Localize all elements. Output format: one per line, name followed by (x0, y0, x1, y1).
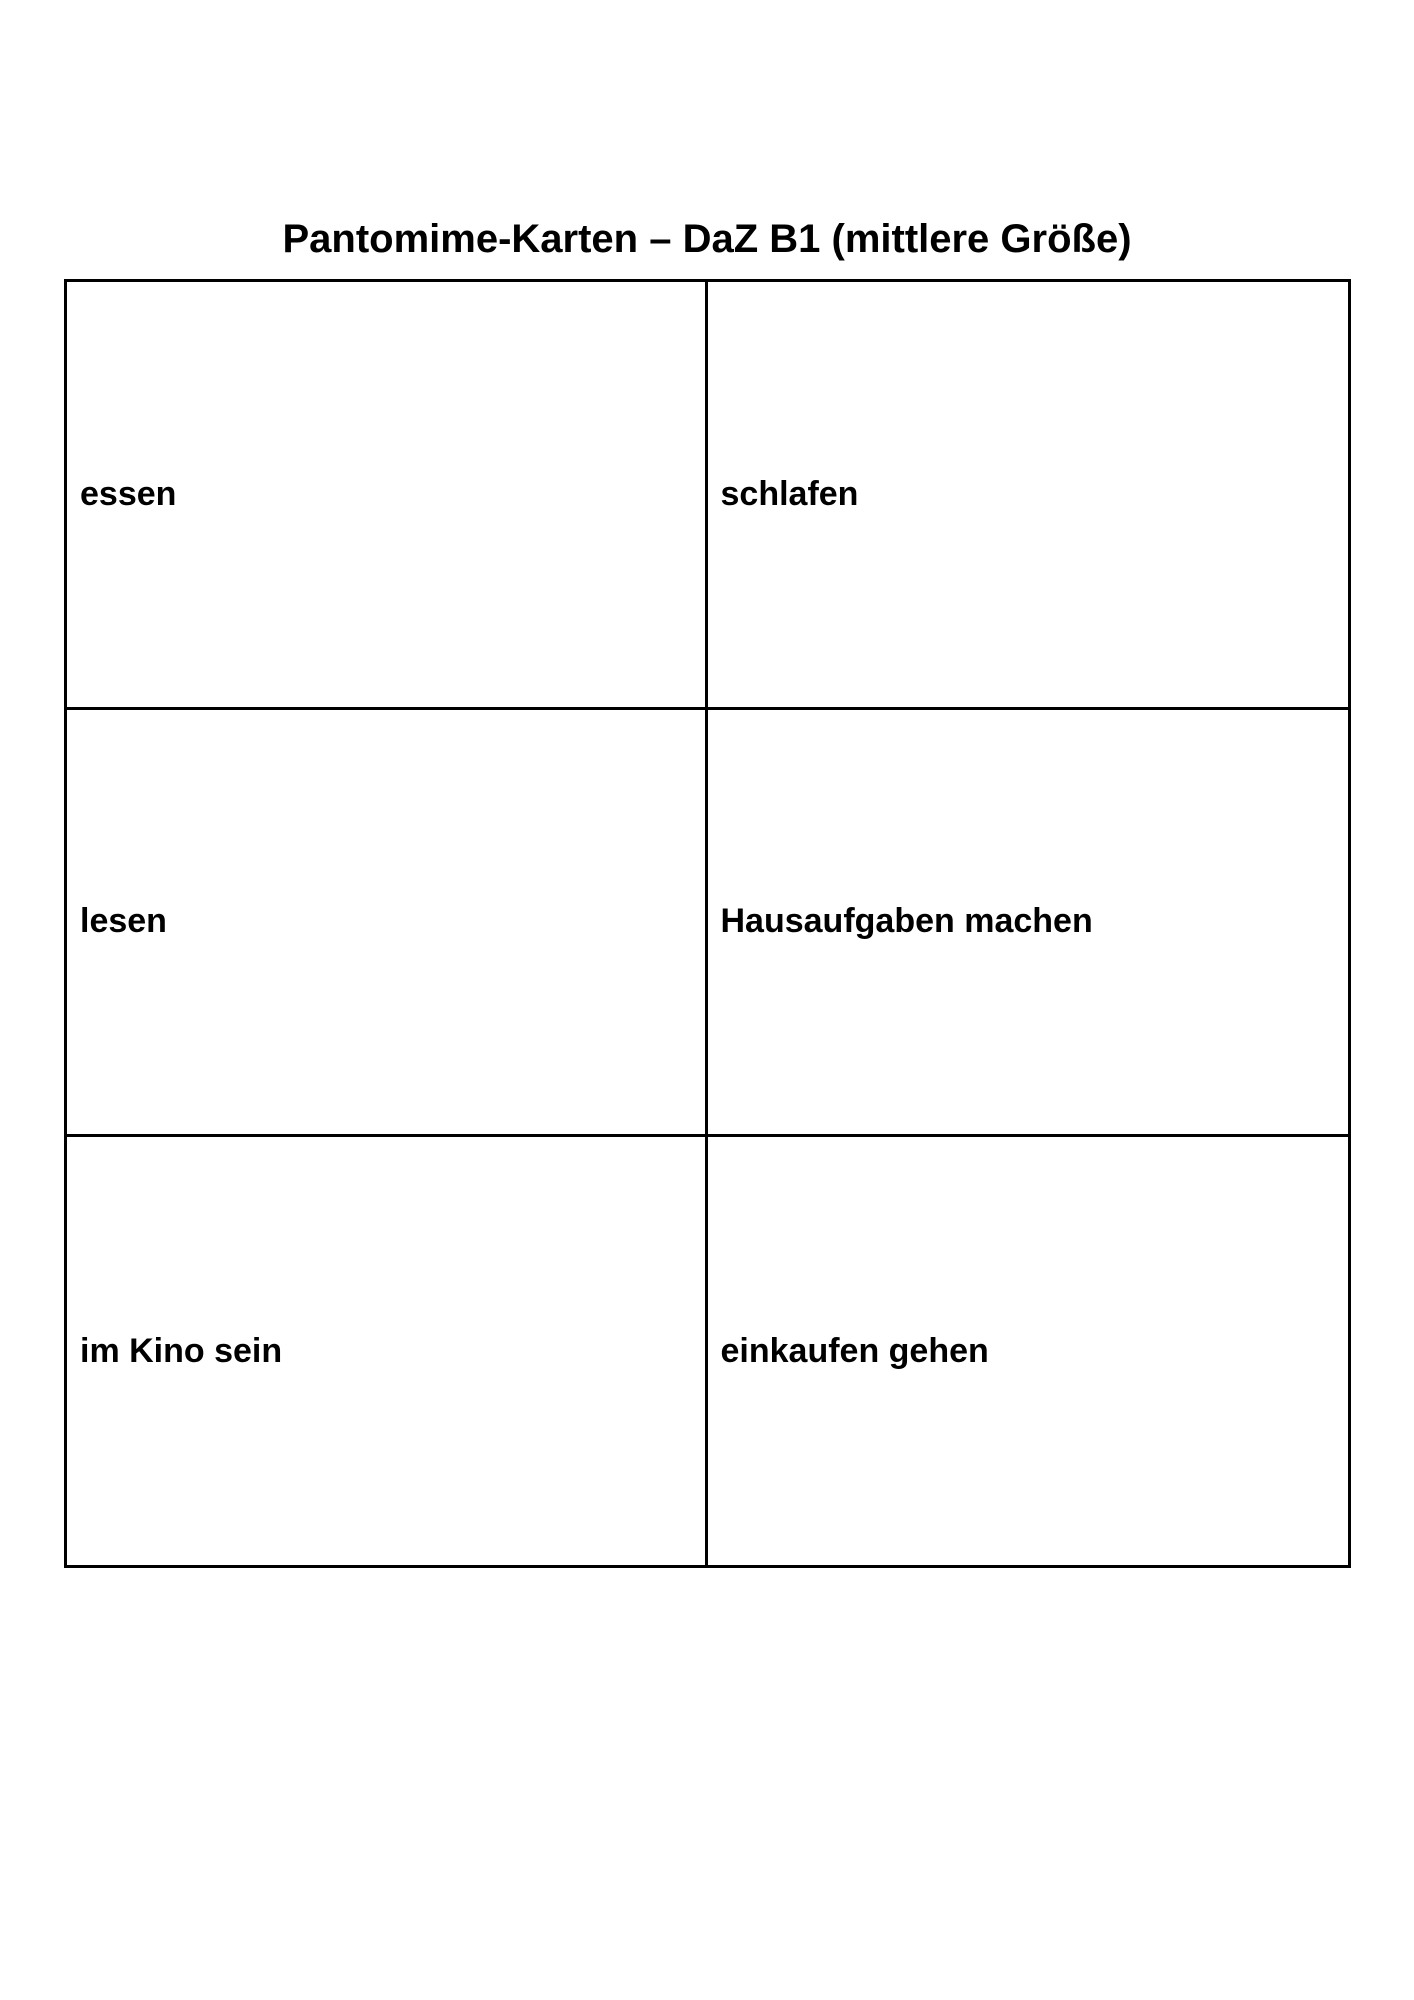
card-lesen: lesen (67, 710, 708, 1138)
card-grid (64, 279, 1351, 1568)
page-title: Pantomime-Karten – DaZ B1 (mittlere Größe) (282, 216, 1132, 261)
card-hausaufgaben-machen: Hausaufgaben machen (708, 710, 1349, 1138)
card-einkaufen-gehen: einkaufen gehen (720, 1331, 989, 1370)
card-schlafen: schlafen (708, 282, 1349, 710)
card-essen: essen (67, 282, 708, 710)
card-im-kino-sein: im Kino sein (67, 1137, 708, 1565)
